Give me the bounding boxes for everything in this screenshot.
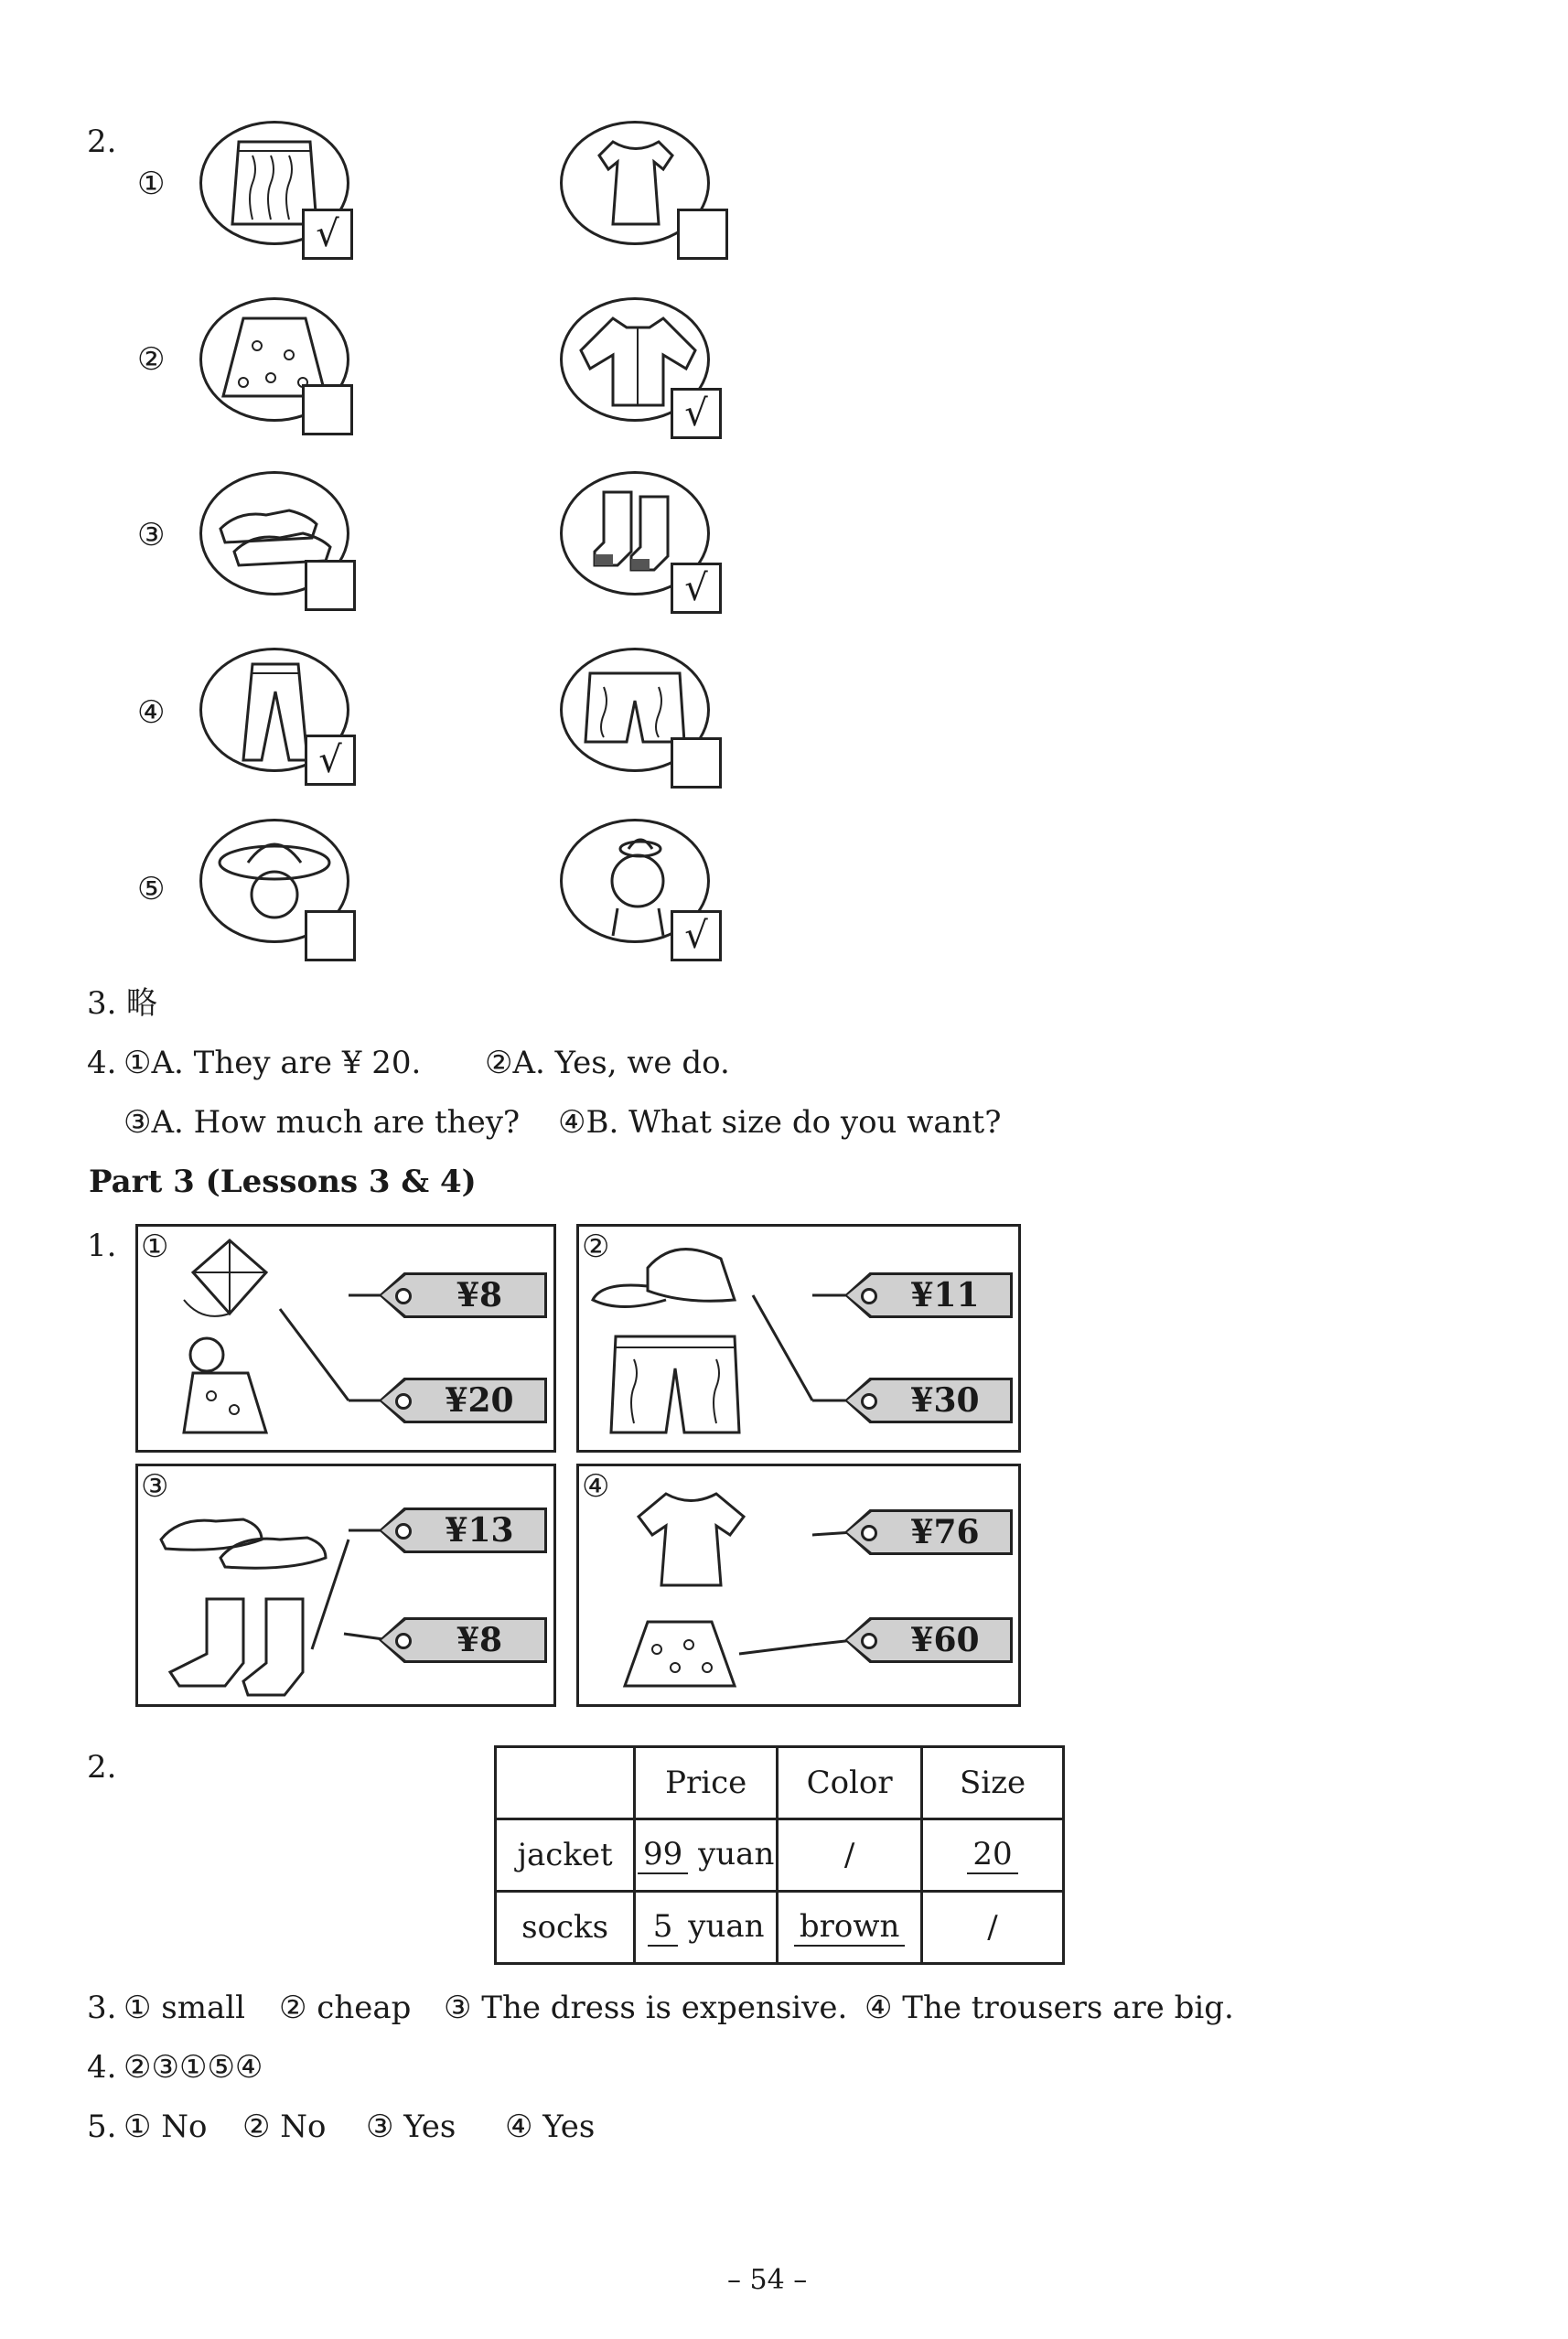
- q3-answer: ③ The dress is expensive.: [444, 1990, 848, 2026]
- filled-value: 20: [967, 1838, 1017, 1873]
- q5-answer: ④ Yes: [505, 2108, 596, 2145]
- q3-answer: ② cheap: [279, 1990, 412, 2026]
- section4-answer: ④B. What size do you want?: [558, 1104, 1002, 1141]
- price-tag-value: ¥20: [445, 1381, 514, 1420]
- box-number: ①: [141, 1229, 169, 1265]
- row-number: ④: [137, 694, 166, 731]
- q5-label: 5.: [87, 2108, 117, 2145]
- row-number: ⑤: [137, 871, 166, 907]
- price-tag-value: ¥11: [910, 1276, 980, 1314]
- price-tag: [379, 1617, 547, 1663]
- price-tag: [379, 1507, 547, 1553]
- match-lines: [138, 1466, 553, 1704]
- price-tag: [379, 1272, 547, 1318]
- unit: yuan: [688, 1908, 765, 1946]
- price-tag: [844, 1617, 1013, 1663]
- price-match-box: [576, 1464, 1021, 1707]
- price-tag-value: ¥13: [445, 1511, 514, 1550]
- price-tag-value: ¥60: [910, 1621, 980, 1659]
- price-match-box: [135, 1464, 556, 1707]
- price-match-box: [576, 1224, 1021, 1453]
- part3-title: Part 3: [89, 1164, 195, 1200]
- page-number: – 54 –: [727, 2264, 808, 2296]
- row-number: ②: [137, 341, 166, 378]
- part3-heading: [89, 1164, 477, 1200]
- price-tag: [844, 1509, 1013, 1555]
- box-number: ④: [582, 1468, 610, 1505]
- unit: yuan: [698, 1836, 775, 1873]
- q2-label: 2.: [87, 1749, 117, 1786]
- table-header: [496, 1747, 635, 1819]
- q5-answer: ① No: [124, 2108, 208, 2145]
- box-number: ②: [582, 1229, 610, 1265]
- table-cell: jacket: [496, 1819, 635, 1892]
- price-tag-value: ¥8: [456, 1621, 503, 1659]
- part3-lessons: (Lessons 3 & 4): [205, 1164, 477, 1200]
- section4-label: 4.: [87, 1045, 117, 1081]
- q3-answer: ④ The trousers are big.: [865, 1990, 1234, 2026]
- price-tag: [379, 1378, 547, 1423]
- q5-answer: ③ Yes: [366, 2108, 456, 2145]
- table-cell: socks: [496, 1892, 635, 1964]
- answer-table: [494, 1745, 1065, 1965]
- price-match-box: [135, 1224, 556, 1453]
- box-number: ③: [141, 1468, 169, 1505]
- table-header-row: [496, 1747, 1064, 1819]
- price-tag: [844, 1272, 1013, 1318]
- table-cell: /: [778, 1819, 922, 1892]
- checkbox[interactable]: √: [671, 388, 722, 439]
- table-cell: [635, 1819, 778, 1892]
- match-lines: [579, 1466, 1018, 1704]
- checkbox[interactable]: [305, 910, 356, 961]
- table-cell: [922, 1819, 1064, 1892]
- checkbox[interactable]: √: [305, 735, 356, 786]
- checkbox[interactable]: [305, 560, 356, 611]
- row-number: ①: [137, 166, 166, 202]
- q3-label: 3.: [87, 1990, 117, 2026]
- q4-answer: ②③①⑤④: [124, 2049, 263, 2086]
- table-row: [496, 1892, 1064, 1964]
- section3-text: 略: [126, 985, 157, 1022]
- q4-label: 4.: [87, 2049, 117, 2086]
- checkbox[interactable]: [677, 209, 728, 260]
- q5-answer: ② No: [242, 2108, 327, 2145]
- price-tag-value: ¥76: [910, 1513, 980, 1551]
- q1-label: 1.: [87, 1228, 117, 1264]
- table-cell: /: [922, 1892, 1064, 1964]
- row-number: ③: [137, 517, 166, 553]
- filled-value: 99: [638, 1838, 688, 1873]
- price-tag: [844, 1378, 1013, 1423]
- checkbox[interactable]: √: [671, 563, 722, 614]
- table-cell: [778, 1892, 922, 1964]
- section2-label: 2.: [87, 123, 117, 160]
- table-header: Size: [922, 1747, 1064, 1819]
- price-tag-value: ¥8: [456, 1276, 503, 1314]
- section4-answer: ③A. How much are they?: [124, 1104, 521, 1141]
- section3-label: 3.: [87, 985, 117, 1022]
- section4-answer: ①A. They are ¥ 20.: [124, 1045, 422, 1081]
- table-row: [496, 1819, 1064, 1892]
- filled-value: 5: [648, 1910, 679, 1946]
- checkbox[interactable]: √: [671, 910, 722, 961]
- checkbox[interactable]: [671, 737, 722, 789]
- q3-answer: ① small: [124, 1990, 245, 2026]
- table-cell: [635, 1892, 778, 1964]
- table-header: Price: [635, 1747, 778, 1819]
- checkbox[interactable]: √: [302, 209, 353, 260]
- checkbox[interactable]: [302, 384, 353, 435]
- filled-value: brown: [794, 1910, 906, 1946]
- section4-answer: ②A. Yes, we do.: [485, 1045, 730, 1081]
- price-tag-value: ¥30: [910, 1381, 980, 1420]
- table-header: Color: [778, 1747, 922, 1819]
